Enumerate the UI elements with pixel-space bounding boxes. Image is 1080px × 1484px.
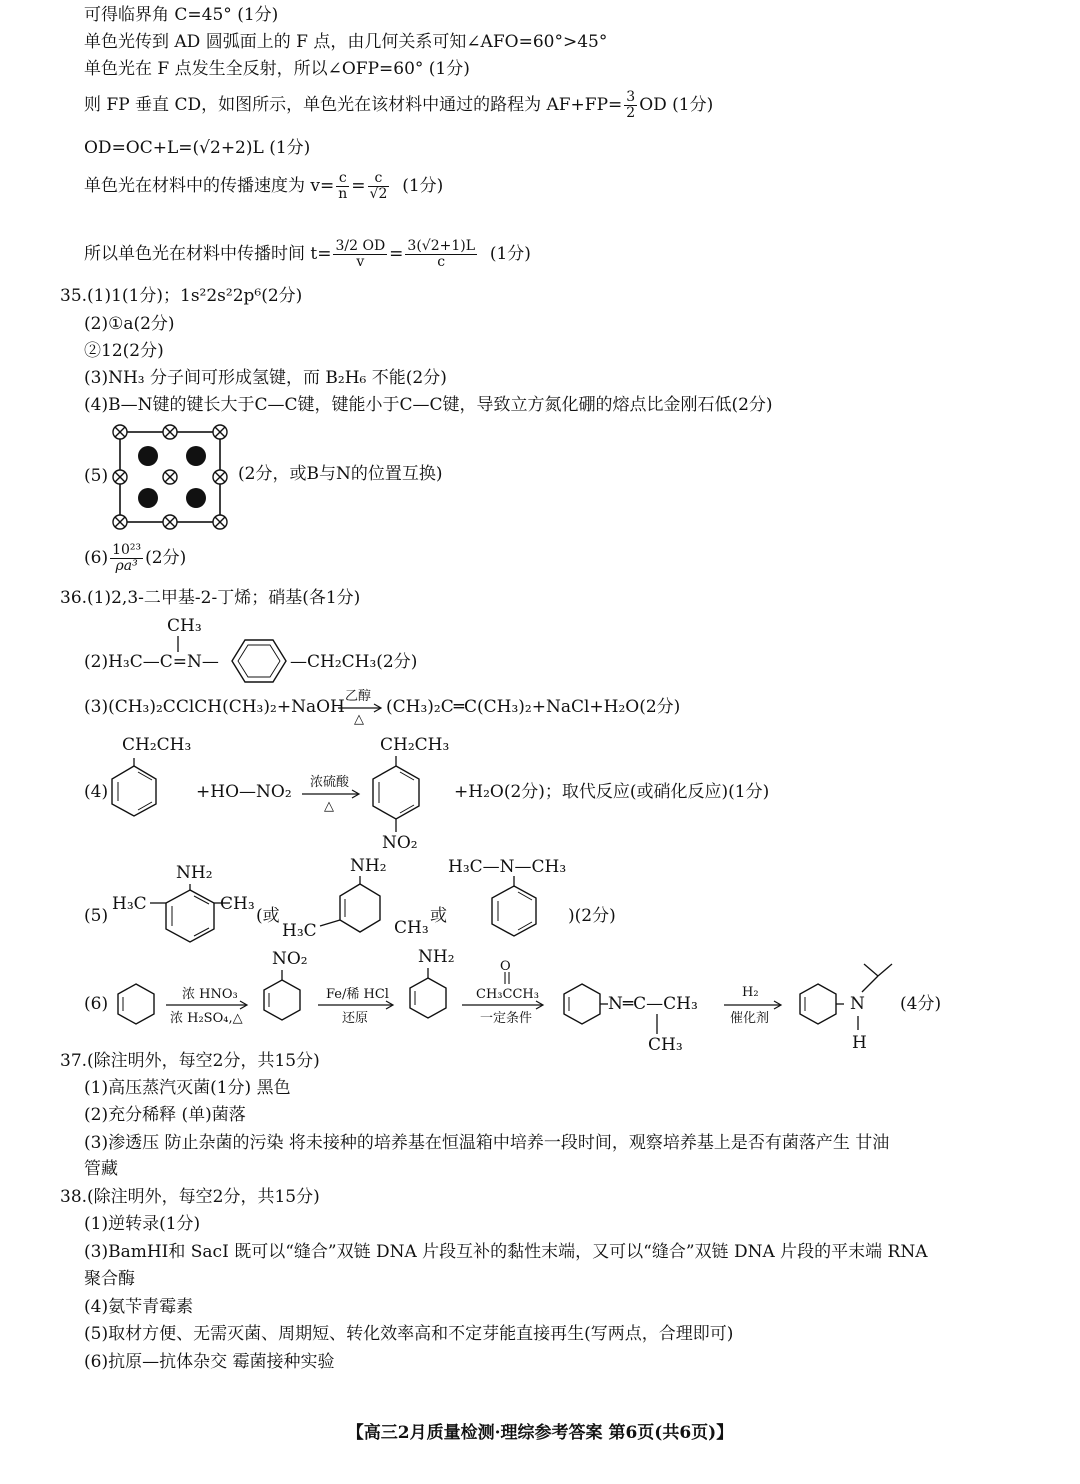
isopropyl-bonds: [852, 956, 896, 1036]
text: 所以单色光在材料中传播时间 t=: [84, 244, 332, 264]
q36-6-cond2: 浓 H₂SO₄,△: [170, 1011, 243, 1026]
q36-4-plus: +HO—NO₂: [196, 782, 292, 802]
q36-6-cond4: 还原: [342, 1011, 369, 1026]
q36-3-left: (3)(CH₃)₂CClCH(CH₃)₂+NaOH: [84, 697, 345, 717]
q36-3-right: (CH₃)₂C═C(CH₃)₂+NaCl+H₂O(2分): [386, 697, 681, 717]
benzene-ring-icon: [226, 638, 292, 684]
q36-5-h3c2: H₃C: [282, 921, 317, 941]
benzene-ring-icon: [318, 876, 384, 942]
crystal-cell-diagram: [108, 422, 238, 532]
q37-line-4: (3)渗透压 防止杂菌的污染 将未接种的培养基在恒温箱中培养一段时间，观察培养基上是否有菌落产生 甘油: [84, 1133, 890, 1153]
text: 单色光在材料中的传播速度为 v=: [84, 176, 335, 196]
benzene-ring-icon: [150, 884, 230, 946]
q38-line-4: 聚合酶: [84, 1269, 135, 1289]
q36-6-cond1: 浓 HNO₃: [182, 987, 238, 1002]
benzene-ring-icon: [560, 982, 608, 1026]
physics-line-5: OD=OC+L=(√2+2)L (1分): [84, 138, 311, 158]
benzene-ring-icon: [366, 756, 426, 840]
q36-5-or1: (或: [256, 906, 280, 926]
denominator: ρa³: [115, 558, 138, 574]
benzene-ring-icon: [404, 968, 452, 1026]
cross-atoms: [113, 425, 227, 529]
q38-line-6: (5)取材方便、无需灭菌、周期短、转化效率高和不定芽能直接再生(写两点，合理即可): [84, 1324, 734, 1344]
q38-line-7: (6)抗原—抗体杂交 霉菌接种实验: [84, 1352, 335, 1372]
q38-line-2: (1)逆转录(1分): [84, 1214, 201, 1234]
q35-line-6-label: (5): [84, 466, 109, 486]
equals: =: [351, 176, 366, 196]
q36-6-o: O: [500, 959, 511, 974]
score: (1分): [489, 244, 531, 264]
q36-4-sub2: CH₂CH₃: [380, 735, 450, 755]
numerator: 3(√2+1)L: [407, 238, 476, 254]
q36-5-label: (5): [84, 906, 109, 926]
q36-6-cond7: H₂: [742, 985, 759, 1000]
q36-6-cond8: 催化剂: [730, 1011, 770, 1026]
score: (1分): [402, 176, 444, 196]
q36-5-ch3b: CH₃: [394, 918, 429, 938]
text: OD (1分): [639, 95, 714, 115]
q36-5-nh2a: NH₂: [176, 863, 213, 883]
q36-6-cond6: 一定条件: [480, 1011, 533, 1026]
q36-6-cond3: Fe/稀 HCl: [326, 987, 389, 1002]
q35-line-5: (4)B—N键的键长大于C—C键，键能小于C—C键，导致立方氮化硼的熔点比金刚石低(2分): [84, 395, 773, 415]
q35-line-4: (3)NH₃ 分子间可形成氢键，而 B₂H₆ 不能(2分): [84, 368, 447, 388]
q37-line-1: 37.(除注明外，每空2分，共15分): [60, 1051, 320, 1071]
physics-line-7: [84, 226, 531, 282]
fraction-2: [368, 171, 390, 202]
q36-4-label: (4): [84, 782, 109, 802]
q35-line-2: (2)①a(2分): [84, 314, 175, 334]
numerator: 10²³: [112, 542, 142, 558]
numerator: c: [368, 171, 390, 187]
text: 则 FP 垂直 CD，如图所示，单色光在该材料中通过的路程为 AF+FP=: [84, 95, 623, 115]
q36-2-ch3: CH₃: [167, 616, 202, 636]
text: (6): [84, 548, 109, 568]
q38-line-3: (3)BamHⅠ和 SacⅠ 既可以“缝合”双链 DNA 片段互补的黏性末端，又可以“缝合”双链 DNA 片段的平末端 RNA: [84, 1242, 928, 1262]
q36-4-sub1: CH₂CH₃: [122, 735, 192, 755]
q35-line-6-note: (2分，或B与N的位置互换): [238, 464, 443, 484]
q35-line-3: ②12(2分): [84, 341, 164, 361]
q36-5-h3c: H₃C: [112, 894, 147, 914]
physics-line-1: 可得临界角 C=45° (1分): [84, 5, 279, 25]
fraction: [624, 90, 637, 121]
q36-5-ch3: CH₃: [220, 894, 255, 914]
q36-6-imine: N═C—CH₃: [608, 994, 698, 1014]
q36-6-cond5: CH₃CCH₃: [476, 987, 539, 1002]
q36-6-h: H: [852, 1033, 867, 1053]
q36-6-ch3: CH₃: [648, 1035, 683, 1055]
benzene-ring-icon: [106, 758, 162, 818]
q36-3-cond-bottom: △: [354, 712, 364, 727]
carbonyl-bond: [500, 972, 514, 984]
fraction-2: [405, 239, 477, 270]
denominator: √2: [369, 186, 388, 202]
q36-5-right: )(2分): [568, 906, 616, 926]
q36-5-nh2b: NH₂: [350, 856, 387, 876]
q36-4-right: +H₂O(2分)；取代反应(或硝化反应)(1分): [454, 782, 770, 802]
benzene-ring-icon: [796, 982, 844, 1026]
q36-5-or2: 或: [430, 906, 447, 926]
numerator: c: [336, 171, 349, 187]
q38-line-1: 38.(除注明外，每空2分，共15分): [60, 1187, 320, 1207]
q37-line-3: (2)充分稀释 (单)菌落: [84, 1105, 246, 1125]
benzene-ring-icon: [484, 876, 544, 942]
q36-2-right: —CH₂CH₃(2分): [290, 652, 418, 672]
denominator: n: [338, 186, 348, 202]
q36-6-nh2: NH₂: [418, 947, 455, 967]
fraction: [110, 543, 143, 574]
denominator: c: [437, 254, 446, 270]
q36-line-1: 36.(1)2,3-二甲基-2-丁烯；硝基(各1分): [60, 588, 361, 608]
q36-6-bond: [651, 1014, 663, 1034]
fraction-1: [333, 239, 387, 270]
q36-4-no2: NO₂: [382, 833, 418, 853]
q38-line-5: (4)氨苄青霉素: [84, 1297, 194, 1317]
q36-2-bond: [170, 636, 184, 652]
q36-6-no2: NO₂: [272, 949, 308, 969]
denominator: 2: [626, 105, 636, 121]
q35-line-1: 35.(1)1(1分)；1s²2s²2p⁶(2分): [60, 286, 303, 306]
page-footer: 【高三2月质量检测·理综参考答案 第6页(共6页)】: [346, 1423, 734, 1443]
q35-line-7: [84, 540, 186, 576]
physics-line-6: [84, 168, 443, 204]
benzene-ring-icon: [114, 982, 158, 1026]
q36-4-cond-bottom: △: [324, 799, 334, 814]
numerator: 3: [626, 89, 636, 105]
q36-5-dimethyl: H₃C—N—CH₃: [448, 857, 567, 877]
q36-6-score: (4分): [900, 994, 942, 1014]
denominator: v: [356, 254, 365, 270]
q36-2-left: (2)H₃C—C=N—: [84, 652, 219, 672]
q36-6-n: N: [850, 994, 865, 1014]
q36-6-label: (6): [84, 994, 109, 1014]
numerator: 3/2 OD: [335, 238, 386, 254]
fraction-1: [336, 171, 349, 202]
q36-4-cond-top: 浓硫酸: [310, 775, 350, 790]
q36-3-cond-top: 乙醇: [345, 689, 372, 704]
physics-line-3: 单色光在 F 点发生全反射，所以∠OFP=60° (1分): [84, 59, 470, 79]
q37-line-5: 管藏: [84, 1159, 118, 1179]
physics-line-2: 单色光传到 AD 圆弧面上的 F 点，由几何关系可知∠AFO=60°>45°: [84, 32, 608, 52]
q37-line-2: (1)高压蒸汽灭菌(1分) 黑色: [84, 1078, 291, 1098]
equals: =: [389, 244, 404, 264]
score: (2分): [145, 548, 187, 568]
benzene-ring-icon: [258, 970, 306, 1026]
physics-line-4: [84, 88, 713, 122]
